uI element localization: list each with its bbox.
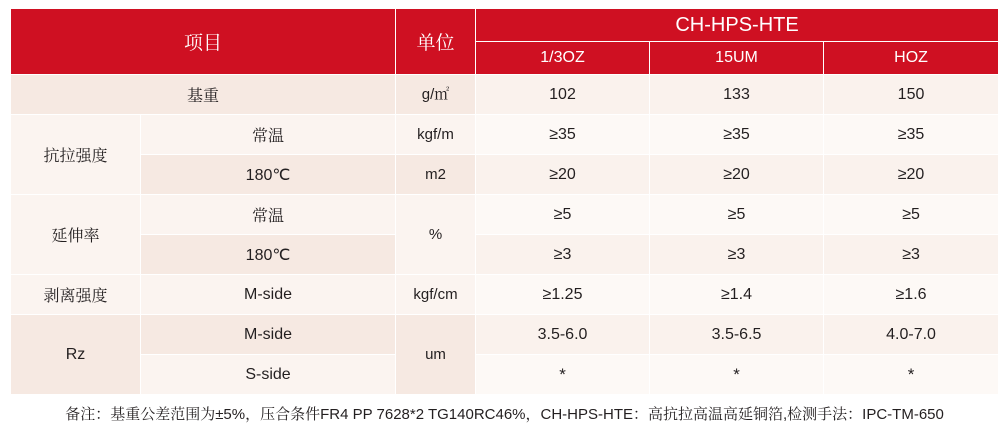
row-unit-elongation: % [396,195,476,275]
table-row [11,195,999,235]
row-unit-tensile-line2: m2 [396,155,476,195]
row-value: ≥5 [650,195,824,235]
row-sub-m-side: M-side [141,275,396,315]
row-value: ≥20 [476,155,650,195]
header-item-label: 项目 [11,9,396,75]
row-unit-basis-weight: g/㎡ [396,75,476,115]
row-unit-peel-strength: kgf/cm [396,275,476,315]
table-row [11,315,999,355]
row-name-rz: Rz [11,315,141,395]
row-value: 150 [824,75,999,115]
row-value: ≥20 [824,155,999,195]
table-header-row-primary [11,9,999,42]
table-row [11,115,999,155]
row-unit-tensile-line1: kgf/m [396,115,476,155]
row-value: 102 [476,75,650,115]
row-sub-room-temp: 常温 [141,195,396,235]
row-value: ≥20 [650,155,824,195]
row-value: ≥1.4 [650,275,824,315]
table-row [11,155,999,195]
row-value: ≥3 [476,235,650,275]
row-name-tensile-strength: 抗拉强度 [11,115,141,195]
header-variant-1: 1/3OZ [476,42,650,75]
table-note: 备注：基重公差范围为±5%，压合条件FR4 PP 7628*2 TG140RC46%，CH-HPS-HTE：高抗拉高温高延铜箔,检测手法：IPC-TM-650 [11,395,999,426]
row-value: ≥1.25 [476,275,650,315]
table-note-row [11,395,999,426]
row-sub-room-temp: 常温 [141,115,396,155]
row-sub-s-side: S-side [141,355,396,395]
row-value: 133 [650,75,824,115]
table-row [11,355,999,395]
row-value: ≥1.6 [824,275,999,315]
row-sub-180c: 180℃ [141,155,396,195]
row-value: ≥35 [824,115,999,155]
row-value: * [476,355,650,395]
row-name-peel-strength: 剥离强度 [11,275,141,315]
row-value: ≥3 [650,235,824,275]
row-sub-180c: 180℃ [141,235,396,275]
table-row [11,275,999,315]
header-product-label: CH-HPS-HTE [476,9,999,42]
row-name-basis-weight: 基重 [11,75,396,115]
row-value: ≥5 [824,195,999,235]
row-unit-rz: um [396,315,476,395]
row-value: ≥35 [650,115,824,155]
row-value: ≥5 [476,195,650,235]
header-unit-label: 单位 [396,9,476,75]
row-sub-m-side: M-side [141,315,396,355]
row-value: 3.5-6.5 [650,315,824,355]
row-value: 4.0-7.0 [824,315,999,355]
specification-table [10,8,999,426]
row-value: 3.5-6.0 [476,315,650,355]
row-value: * [650,355,824,395]
row-value: ≥3 [824,235,999,275]
table-row [11,235,999,275]
row-value: ≥35 [476,115,650,155]
header-variant-2: 15UM [650,42,824,75]
row-value: * [824,355,999,395]
table-row [11,75,999,115]
header-variant-3: HOZ [824,42,999,75]
row-name-elongation: 延伸率 [11,195,141,275]
